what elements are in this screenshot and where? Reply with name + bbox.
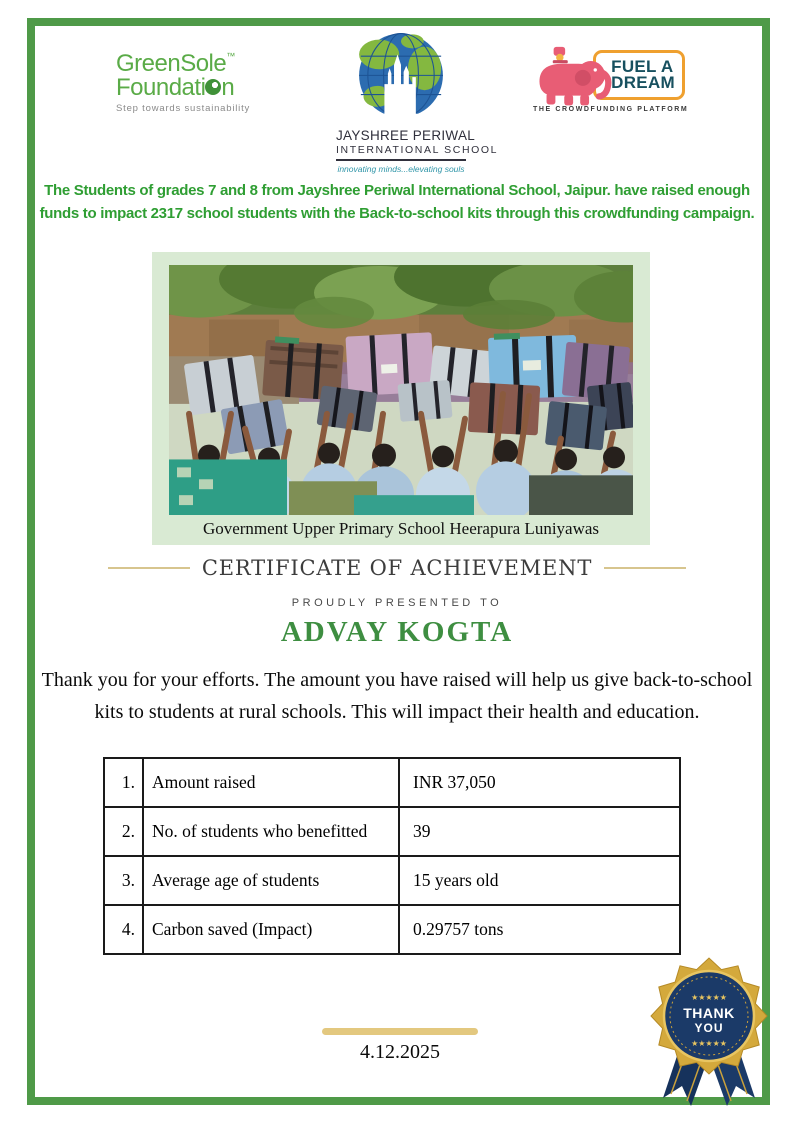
greensole-foundation-logo (116, 52, 266, 114)
fad-line2: DREAM (611, 73, 675, 92)
row-label: Average age of students (143, 856, 399, 905)
thank-you-badge (646, 956, 772, 1106)
impact-stats-table (103, 757, 681, 955)
greensole-tagline: Step towards sustainability (116, 102, 251, 114)
campaign-intro-text: The Students of grades 7 and 8 from Jayshree Periwal International School, Jaipur. have raised enough funds to impact 2317 school students with the Back-to-school kits through this crowdfunding campaign. (39, 182, 755, 223)
table-row (104, 758, 680, 807)
row-value: INR 37,050 (399, 758, 680, 807)
row-value: 39 (399, 807, 680, 856)
row-number: 3. (104, 856, 143, 905)
fuel-a-dream-wordmark (611, 56, 675, 92)
thank-you-message: Thank you for your efforts. The amount you have raised will help us give back-to-school kits to students at rural schools. This will impact their health and education. (41, 669, 753, 724)
date-rule (322, 1028, 478, 1035)
foundation-text-post: n (221, 74, 235, 102)
fuel-a-dream-logo (533, 46, 689, 118)
row-number: 2. (104, 807, 143, 856)
photo-caption: Government Upper Primary School Heerapura Luniyawas (202, 519, 600, 538)
row-label: Amount raised (143, 758, 399, 807)
foundation-text-pre: Foundati (116, 74, 206, 102)
photo-frame (152, 252, 650, 545)
jpis-name-line2: INTERNATIONAL SCHOOL (336, 144, 499, 156)
jpis-divider (336, 159, 466, 161)
table-row (104, 856, 680, 905)
fad-tagline: THE CROWDFUNDING PLATFORM (533, 106, 689, 113)
jpis-logo (336, 30, 499, 174)
certificate-date: 4.12.2025 (360, 1041, 440, 1063)
heading-rule-right (604, 567, 686, 569)
fad-line1: FUEL A (611, 56, 674, 76)
badge-you-text: YOU (694, 1021, 724, 1035)
row-value: 0.29757 tons (399, 905, 680, 954)
table-row (104, 905, 680, 954)
elephant-piggybank-icon (533, 46, 615, 108)
row-number: 4. (104, 905, 143, 954)
heading-rule-left (108, 567, 190, 569)
recipient-name: ADVAY KOGTA (280, 616, 514, 648)
trademark-symbol: ™ (226, 51, 235, 61)
jpis-name-line1: JAYSHREE PERIWAL (336, 128, 476, 143)
presented-to-label: PROUDLY PRESENTED TO (291, 597, 503, 609)
jpis-tagline: innovating minds...elevating souls (337, 164, 465, 174)
row-label: No. of students who benefitted (143, 807, 399, 856)
certificate-heading-row (108, 556, 686, 580)
table-row (104, 807, 680, 856)
greensole-wordmark (116, 52, 266, 76)
row-value: 15 years old (399, 856, 680, 905)
badge-stars-bottom: ★★★★★ (691, 1039, 727, 1048)
row-label: Carbon saved (Impact) (143, 905, 399, 954)
students-with-kits-photo (169, 265, 633, 515)
footprint-o-icon (205, 79, 221, 95)
globe-castle-icon (353, 30, 449, 126)
certificate-heading: CERTIFICATE OF ACHIEVEMENT (201, 556, 593, 580)
foundation-wordmark (116, 76, 266, 100)
greensole-name: GreenSole (116, 50, 227, 77)
row-number: 1. (104, 758, 143, 807)
badge-stars-top: ★★★★★ (691, 993, 727, 1002)
badge-thank-text: THANK (683, 1005, 735, 1021)
